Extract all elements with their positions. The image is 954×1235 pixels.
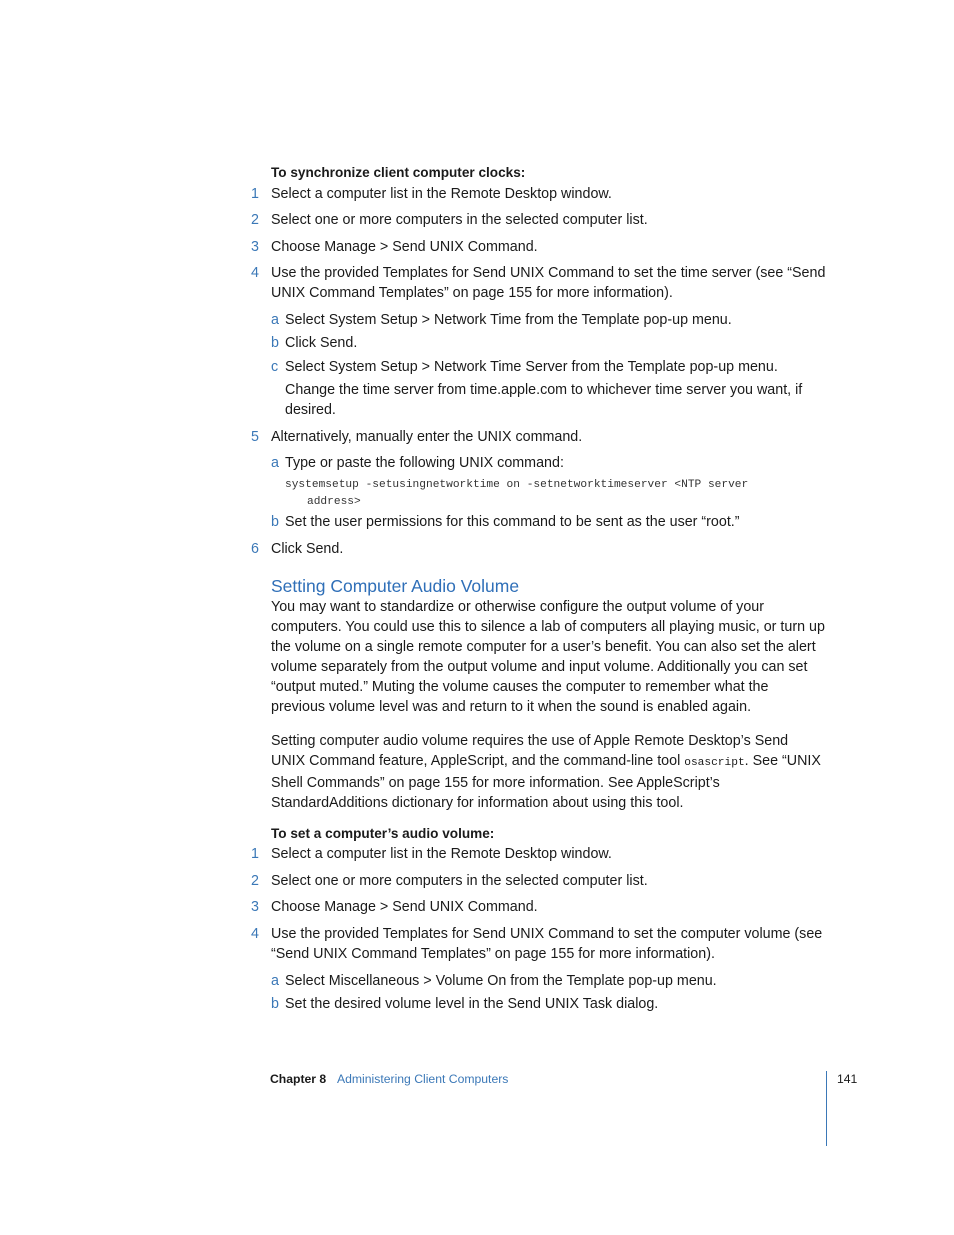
sub-step-text: Select System Setup > Network Time from the Template pop-up menu. — [285, 312, 732, 328]
footer-chapter: Chapter 8 — [270, 1072, 327, 1086]
step-number: 4 — [251, 926, 259, 942]
paragraph-text: . See “UNIX Shell Commands” on page 155 for more information. See AppleScript’s StandardAdditions dictionary for information about using this tool. — [271, 753, 821, 811]
step-text: Select one or more computers in the selected computer list. — [271, 212, 648, 228]
step-text: Select one or more computers in the selected computer list. — [271, 873, 648, 889]
sub-step-letter: c — [271, 359, 279, 375]
sub-step-text: Select System Setup > Network Time Server from the Template pop-up menu. — [285, 359, 778, 375]
step-number: 6 — [251, 541, 259, 557]
sub-step-letter: b — [271, 514, 279, 530]
sub-step-text: Set the desired volume level in the Send UNIX Task dialog. — [285, 996, 659, 1012]
step-text: Select a computer list in the Remote Desktop window. — [271, 186, 612, 202]
step-number: 5 — [251, 429, 259, 445]
sub-step-letter: a — [271, 312, 279, 328]
step-text: Click Send. — [271, 541, 344, 557]
step-text: Choose Manage > Send UNIX Command. — [271, 239, 538, 255]
paragraph: You may want to standardize or otherwise configure the output volume of your computers. You could use this to silence a lab of computers all playing music, or turn up the volume on a single remote computer for a user’s benefit. You can also set the alert volume separately from the output volume and input volume. Additionally you can set “output muted.” Muting the volume causes the computer to remember what the previous volume level was and return to it when the sound is enabled again. — [271, 599, 825, 715]
code-line: address> — [307, 496, 361, 508]
step-number: 3 — [251, 239, 259, 255]
sub-step-text: Click Send. — [285, 335, 358, 351]
step-text: Choose Manage > Send UNIX Command. — [271, 899, 538, 915]
sub-step-letter: a — [271, 973, 279, 989]
step-text: Select a computer list in the Remote Desktop window. — [271, 846, 612, 862]
step-number: 2 — [251, 873, 259, 889]
step-text: Use the provided Templates for Send UNIX Command to set the time server (see “Send UNIX Command Templates” on page 155 for more information). — [271, 265, 826, 301]
sub-step-text: Select Miscellaneous > Volume On from the Template pop-up menu. — [285, 973, 717, 989]
step-number: 2 — [251, 212, 259, 228]
code-block — [285, 477, 845, 511]
code-line: systemsetup -setusingnetworktime on -setnetworktimeserver <NTP server — [285, 479, 749, 491]
step-text: Use the provided Templates for Send UNIX Command to set the computer volume (see “Send UNIX Command Templates” on page 155 for more information). — [271, 926, 823, 962]
inline-code: osascript — [684, 757, 745, 769]
section-heading: Setting Computer Audio Volume — [271, 576, 520, 596]
step-number: 4 — [251, 265, 259, 281]
sub-step-letter: b — [271, 335, 279, 351]
step-number: 1 — [251, 186, 259, 202]
page-number: 141 — [837, 1072, 858, 1086]
sub-step-text: Set the user permissions for this command to be sent as the user “root.” — [285, 514, 740, 530]
footer-chapter-title: Administering Client Computers — [337, 1072, 509, 1086]
step-number: 3 — [251, 899, 259, 915]
paragraph-text: Setting computer audio volume requires the use of Apple Remote Desktop’s Send UNIX Command feature, AppleScript, and the command-line tool — [271, 733, 789, 769]
paragraph — [271, 731, 826, 813]
procedure-title: To set a computer’s audio volume: — [271, 826, 495, 841]
note-text: Change the time server from time.apple.com to whichever time server you want, if desired. — [285, 382, 803, 418]
sub-step-letter: a — [271, 455, 279, 471]
sub-step-text: Type or paste the following UNIX command: — [285, 455, 564, 471]
sub-step-letter: b — [271, 996, 279, 1012]
footer-divider — [826, 1071, 827, 1146]
step-number: 1 — [251, 846, 259, 862]
procedure-title: To synchronize client computer clocks: — [271, 165, 526, 180]
step-text: Alternatively, manually enter the UNIX command. — [271, 429, 583, 445]
